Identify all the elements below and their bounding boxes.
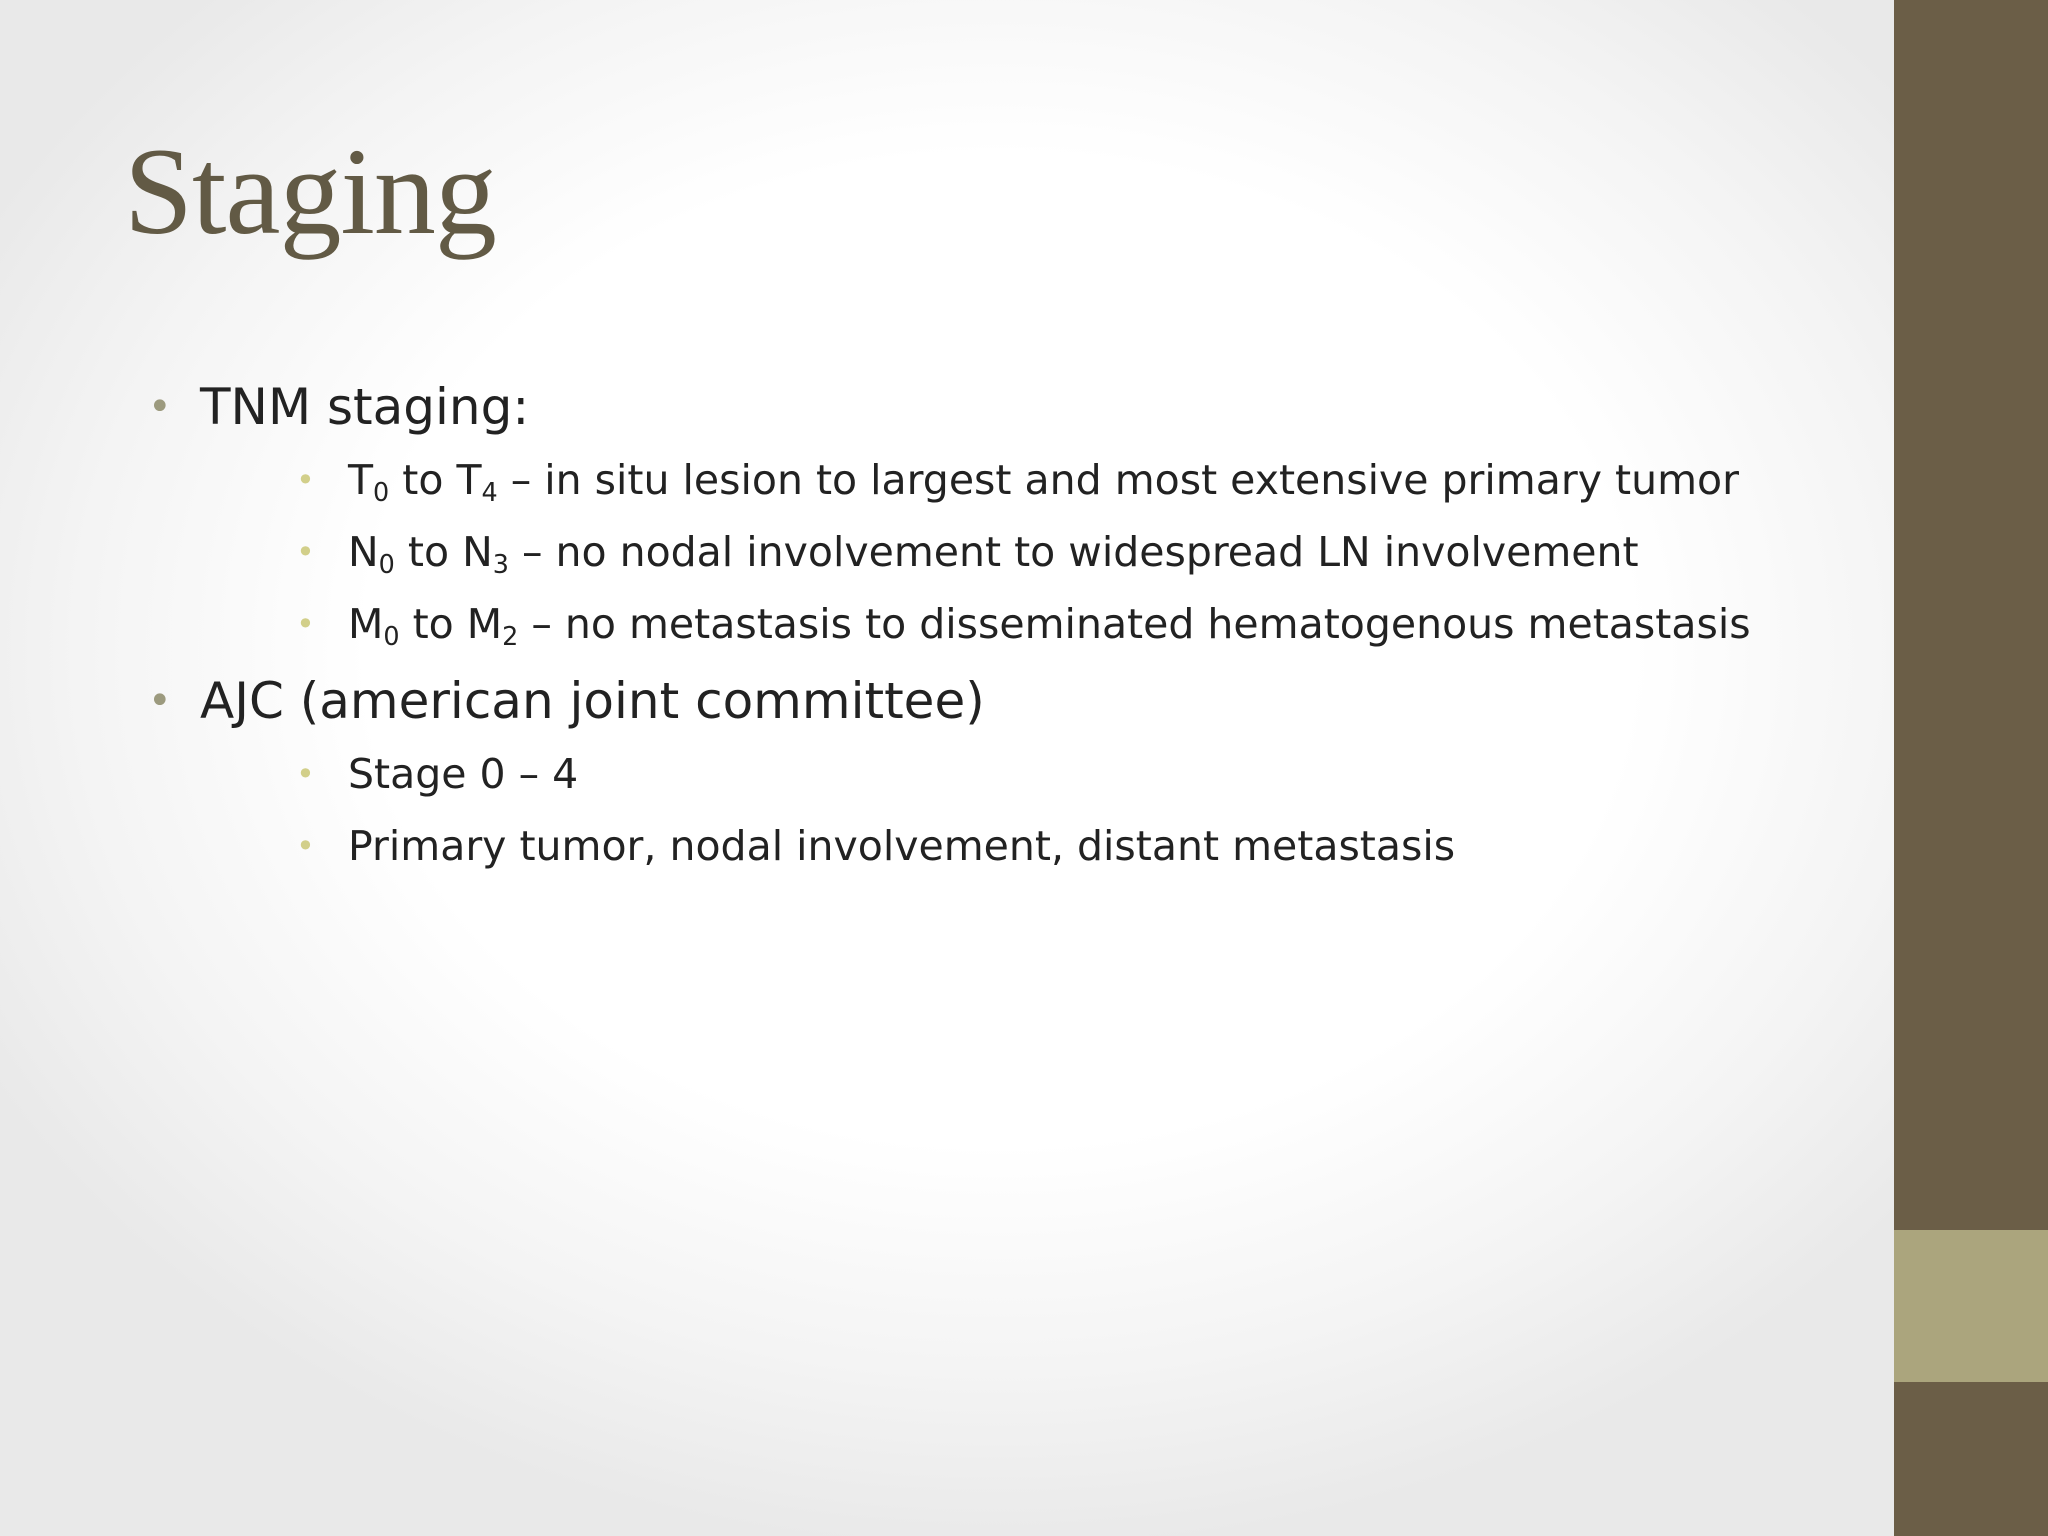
sub-item-text: Stage 0 – 4 <box>348 750 579 798</box>
t-start-subscript: 0 <box>373 477 390 508</box>
bullet-dot-icon: • <box>296 755 315 793</box>
n-start-subscript: 0 <box>378 549 395 580</box>
m-description: – no metastasis to disseminated hematogenous metastasis <box>518 600 1751 648</box>
n-description: – no nodal involvement to widespread LN involvement <box>508 528 1639 576</box>
sub-item-stage-range <box>148 738 1868 810</box>
sub-item-text: Primary tumor, nodal involvement, distant metastasis <box>348 822 1456 870</box>
bullet-dot-icon: • <box>296 461 315 499</box>
bullet-item-tnm-staging <box>148 372 1868 442</box>
bullet-item-ajc <box>148 666 1868 736</box>
n-to-text: to N <box>394 528 493 576</box>
bullet-dot-icon: • <box>148 678 172 724</box>
n-letter: N <box>348 528 379 576</box>
m-end-subscript: 2 <box>502 621 519 652</box>
slide-title: Staging <box>124 123 496 260</box>
sub-item-criteria <box>148 810 1868 882</box>
t-letter: T <box>348 456 374 504</box>
sub-list-ajc <box>148 738 1868 882</box>
side-bar-accent-block <box>1894 1230 2048 1382</box>
m-to-text: to M <box>399 600 503 648</box>
bullet-dot-icon: • <box>148 384 172 430</box>
sub-item-m-stage <box>148 588 1868 660</box>
slide-content <box>148 372 1868 886</box>
t-description: – in situ lesion to largest and most extensive primary tumor <box>497 456 1739 504</box>
bullet-text: AJC (american joint committee) <box>200 672 985 730</box>
side-bar-top-block <box>1894 0 2048 1230</box>
m-start-subscript: 0 <box>383 621 400 652</box>
side-bar-bottom-block <box>1894 1382 2048 1536</box>
n-end-subscript: 3 <box>492 549 509 580</box>
t-end-subscript: 4 <box>481 477 498 508</box>
m-letter: M <box>348 600 384 648</box>
bullet-dot-icon: • <box>296 533 315 571</box>
t-to-text: to T <box>389 456 482 504</box>
sub-list-tnm <box>148 444 1868 660</box>
sub-item-t-stage <box>148 444 1868 516</box>
bullet-dot-icon: • <box>296 827 315 865</box>
bullet-text: TNM staging: <box>200 378 530 436</box>
decorative-side-bar <box>1894 0 2048 1536</box>
sub-item-n-stage <box>148 516 1868 588</box>
bullet-dot-icon: • <box>296 605 315 643</box>
